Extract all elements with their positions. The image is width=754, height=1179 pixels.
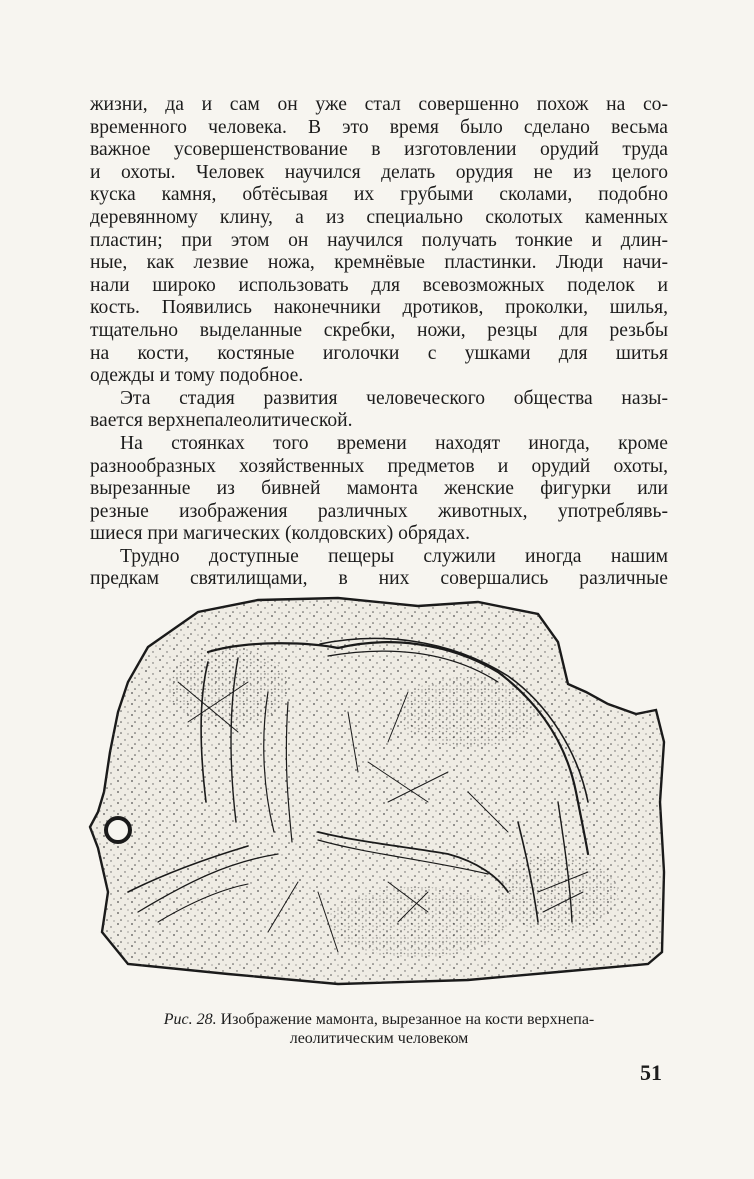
figure-caption — [90, 1010, 668, 1048]
text-line: вырезанные из бивней мамонта женские фигурки или — [90, 478, 668, 500]
bone-hole — [106, 818, 130, 842]
text-line: ные, как лезвие ножа, кремнёвые пластинки. Люди начи- — [90, 252, 668, 274]
caption-line-2: леолитическим человеком — [289, 1030, 469, 1047]
text-line: резные изображения различных животных, употреблявь- — [90, 500, 668, 522]
text-line: временного человека. В это время было сделано весьма — [90, 116, 668, 138]
text-line: предкам святилищами, в них совершались различные — [90, 568, 668, 590]
text-line: вается верхнепалеолитической. — [90, 410, 353, 432]
text-line: и охоты. Человек научился делать орудия не из целого — [90, 161, 668, 183]
text-line: важное усовершенствование в изготовлении орудий труда — [90, 139, 668, 161]
caption-line-1 — [90, 1010, 668, 1029]
caption-label: Рис. 28. — [163, 1011, 217, 1028]
text-line: жизни, да и сам он уже стал совершенно похож на со- — [90, 94, 668, 115]
text-line: На стоянках того времени находят иногда, кроме — [120, 432, 668, 454]
engraving-illustration — [88, 592, 670, 1002]
text-line: тщательно выделанные скребки, ножи, резцы для резьбы — [90, 319, 668, 341]
text-line: шиеся при магических (колдовских) обрядах. — [90, 523, 471, 545]
text-line: разнообразных хозяйственных предметов и орудий охоты, — [90, 455, 668, 477]
text-line: кость. Появились наконечники дротиков, проколки, шилья, — [90, 297, 668, 319]
text-line: пластин; при этом он научился получать тонкие и длин- — [90, 229, 668, 251]
text-line: нали широко использовать для всевозможных поделок и — [90, 274, 668, 296]
text-line: Трудно доступные пещеры служили иногда нашим — [120, 545, 668, 567]
body-text — [90, 94, 668, 591]
text-line: деревянному клину, а из специально сколотых каменных — [90, 206, 668, 228]
text-line: Эта стадия развития человеческого общества назы- — [120, 387, 668, 409]
text-line: на кости, костяные иголочки с ушками для шитья — [90, 342, 668, 364]
text-line: куска камня, обтёсывая их грубыми сколами, подобно — [90, 184, 668, 206]
mammoth-bone-engraving-figure — [88, 592, 670, 1002]
page-number: 51 — [640, 1060, 662, 1085]
caption-text-1: Изображение мамонта, вырезанное на кости верхнепа- — [216, 1011, 595, 1028]
text-line: одежды и тому подобное. — [90, 365, 304, 387]
